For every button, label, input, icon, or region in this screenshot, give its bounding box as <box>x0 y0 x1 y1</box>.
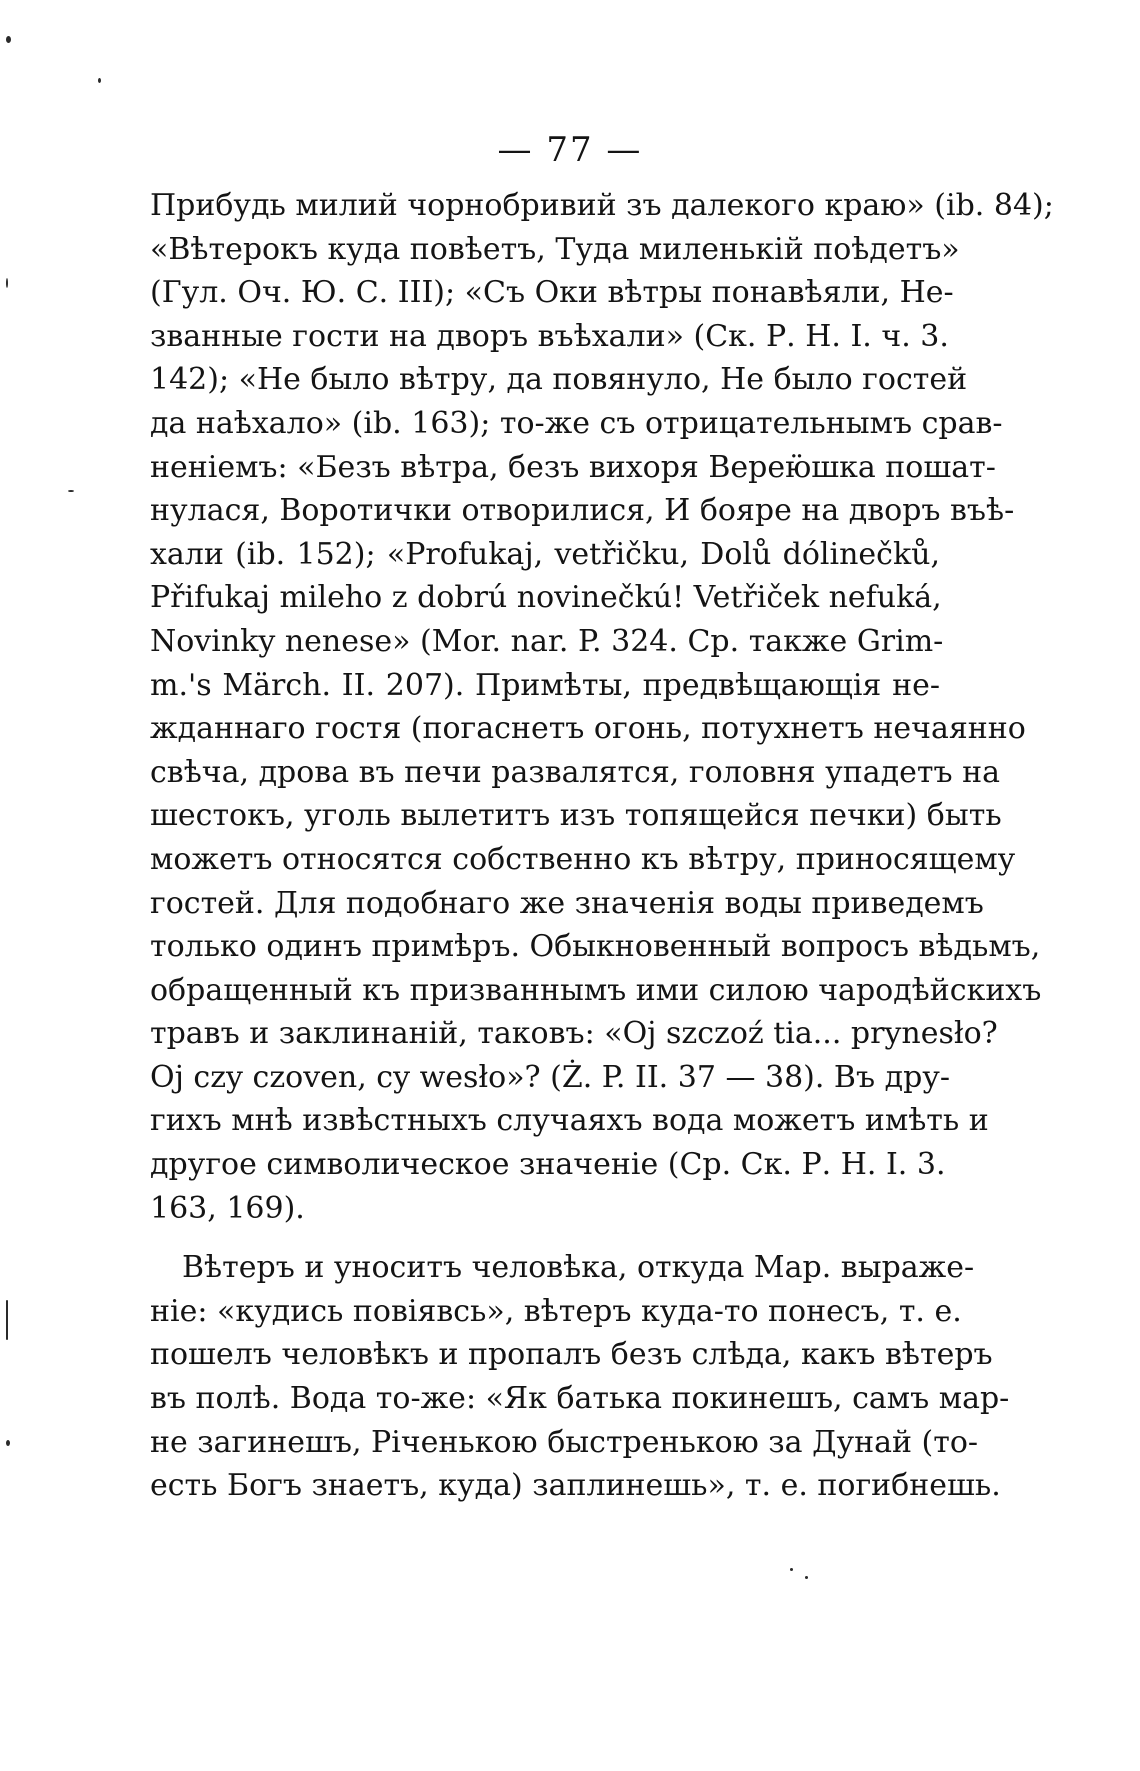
text-line: 163, 169). <box>150 1190 305 1226</box>
text-line: жданнаго гостя (погаснетъ огонь, потухнетъ нечаянно <box>150 711 1026 747</box>
text-line: только одинъ примѣръ. Обыкновенный вопросъ вѣдьмъ, <box>150 929 1041 965</box>
text-line: другое символическое значеніе (Ср. Ск. Р. Н. I. 3. <box>150 1147 946 1183</box>
scan-speck <box>6 1440 10 1446</box>
text-line: свѣча, дрова въ печи развалятся, головня упадетъ на <box>150 754 1000 790</box>
text-line: гихъ мнѣ извѣстныхъ случаяхъ вода можетъ имѣть и <box>150 1103 989 1139</box>
text-line: Novinky nenese» (Mor. nar. P. 324. Ср. также Grim- <box>150 623 944 659</box>
text-line: да наѣхало» (ib. 163); то-же съ отрицательнымъ срав- <box>150 405 1003 441</box>
text-line: Oj czy czoven, cy wesło»? (Ż. P. II. 37 — 38). Въ дру- <box>150 1059 951 1095</box>
text-line: есть Богъ знаетъ, куда) заплинешь», т. е. погибнешь. <box>150 1468 1001 1504</box>
text-line: въ полѣ. Вода то-же: «Як батька покинешъ, самъ мар- <box>150 1381 1010 1417</box>
text-line: Přifukaj mileho z dobrú novinečkú! Vetřiček nefuká, <box>150 580 942 616</box>
text-line: m.'s Märch. II. 207). Примѣты, предвѣщающія не- <box>150 667 940 703</box>
text-line: ніе: «кудись повіявсь», вѣтеръ куда-то понесъ, т. е. <box>150 1293 962 1329</box>
scan-speck <box>98 78 101 83</box>
text-line: шестокъ, уголь вылетитъ изъ топящейся печки) быть <box>150 798 1002 834</box>
body-text <box>150 184 1054 1508</box>
scan-speck <box>6 278 8 288</box>
scan-speck <box>6 1300 8 1340</box>
text-line: званные гости на дворъ въѣхали» (Ск. Р. Н. I. ч. 3. <box>150 318 949 354</box>
text-line: травъ и заклинаній, таковъ: «Oj szczoź tia... prynesło? <box>150 1016 998 1052</box>
text-line: пошелъ человѣкъ и пропалъ безъ слѣда, какъ вѣтеръ <box>150 1337 993 1373</box>
text-line: Прибудь милий чорнобривий зъ далекого краю» (ib. 84); <box>150 188 1054 223</box>
paragraph-2 <box>150 1246 1010 1508</box>
text-line: не загинешъ, Річенькою быстренькою за Дунай (то- <box>150 1424 979 1460</box>
text-line: нулася, Воротички отворилися, И бояре на дворъ въѣ- <box>150 493 1015 529</box>
page-number: — 77 — <box>497 130 643 170</box>
paragraph-1 <box>150 184 1054 1230</box>
text-line: гостей. Для подобнаго же значенія воды приведемъ <box>150 885 984 921</box>
text-line: Вѣтеръ и уноситъ человѣка, откуда Мар. выраже- <box>182 1250 975 1286</box>
scan-speck <box>6 36 11 43</box>
text-line: неніемъ: «Безъ вѣтра, безъ вихоря Верею̈шка пошат- <box>150 449 996 485</box>
scan-speck <box>790 1568 793 1571</box>
scan-speck <box>68 490 74 492</box>
text-line: (Гул. Оч. Ю. С. III); «Съ Оки вѣтры понавѣяли, Не- <box>150 275 954 311</box>
paragraph-gap <box>150 1230 940 1246</box>
text-line: можетъ относятся собственно къ вѣтру, приносящему <box>150 841 1016 877</box>
text-line: «Вѣтерокъ куда повѣетъ, Туда миленькій поѣдетъ» <box>150 231 960 267</box>
text-line: хали (ib. 152); «Profukaj, vetřičku, Dolů dólinečků, <box>150 536 940 572</box>
scan-speck <box>805 1576 808 1579</box>
text-line: 142); «Не было вѣтру, да повянуло, Не было гостей <box>150 362 968 398</box>
text-line: обращенный къ призваннымъ ими силою чародѣйскихъ <box>150 972 1042 1008</box>
